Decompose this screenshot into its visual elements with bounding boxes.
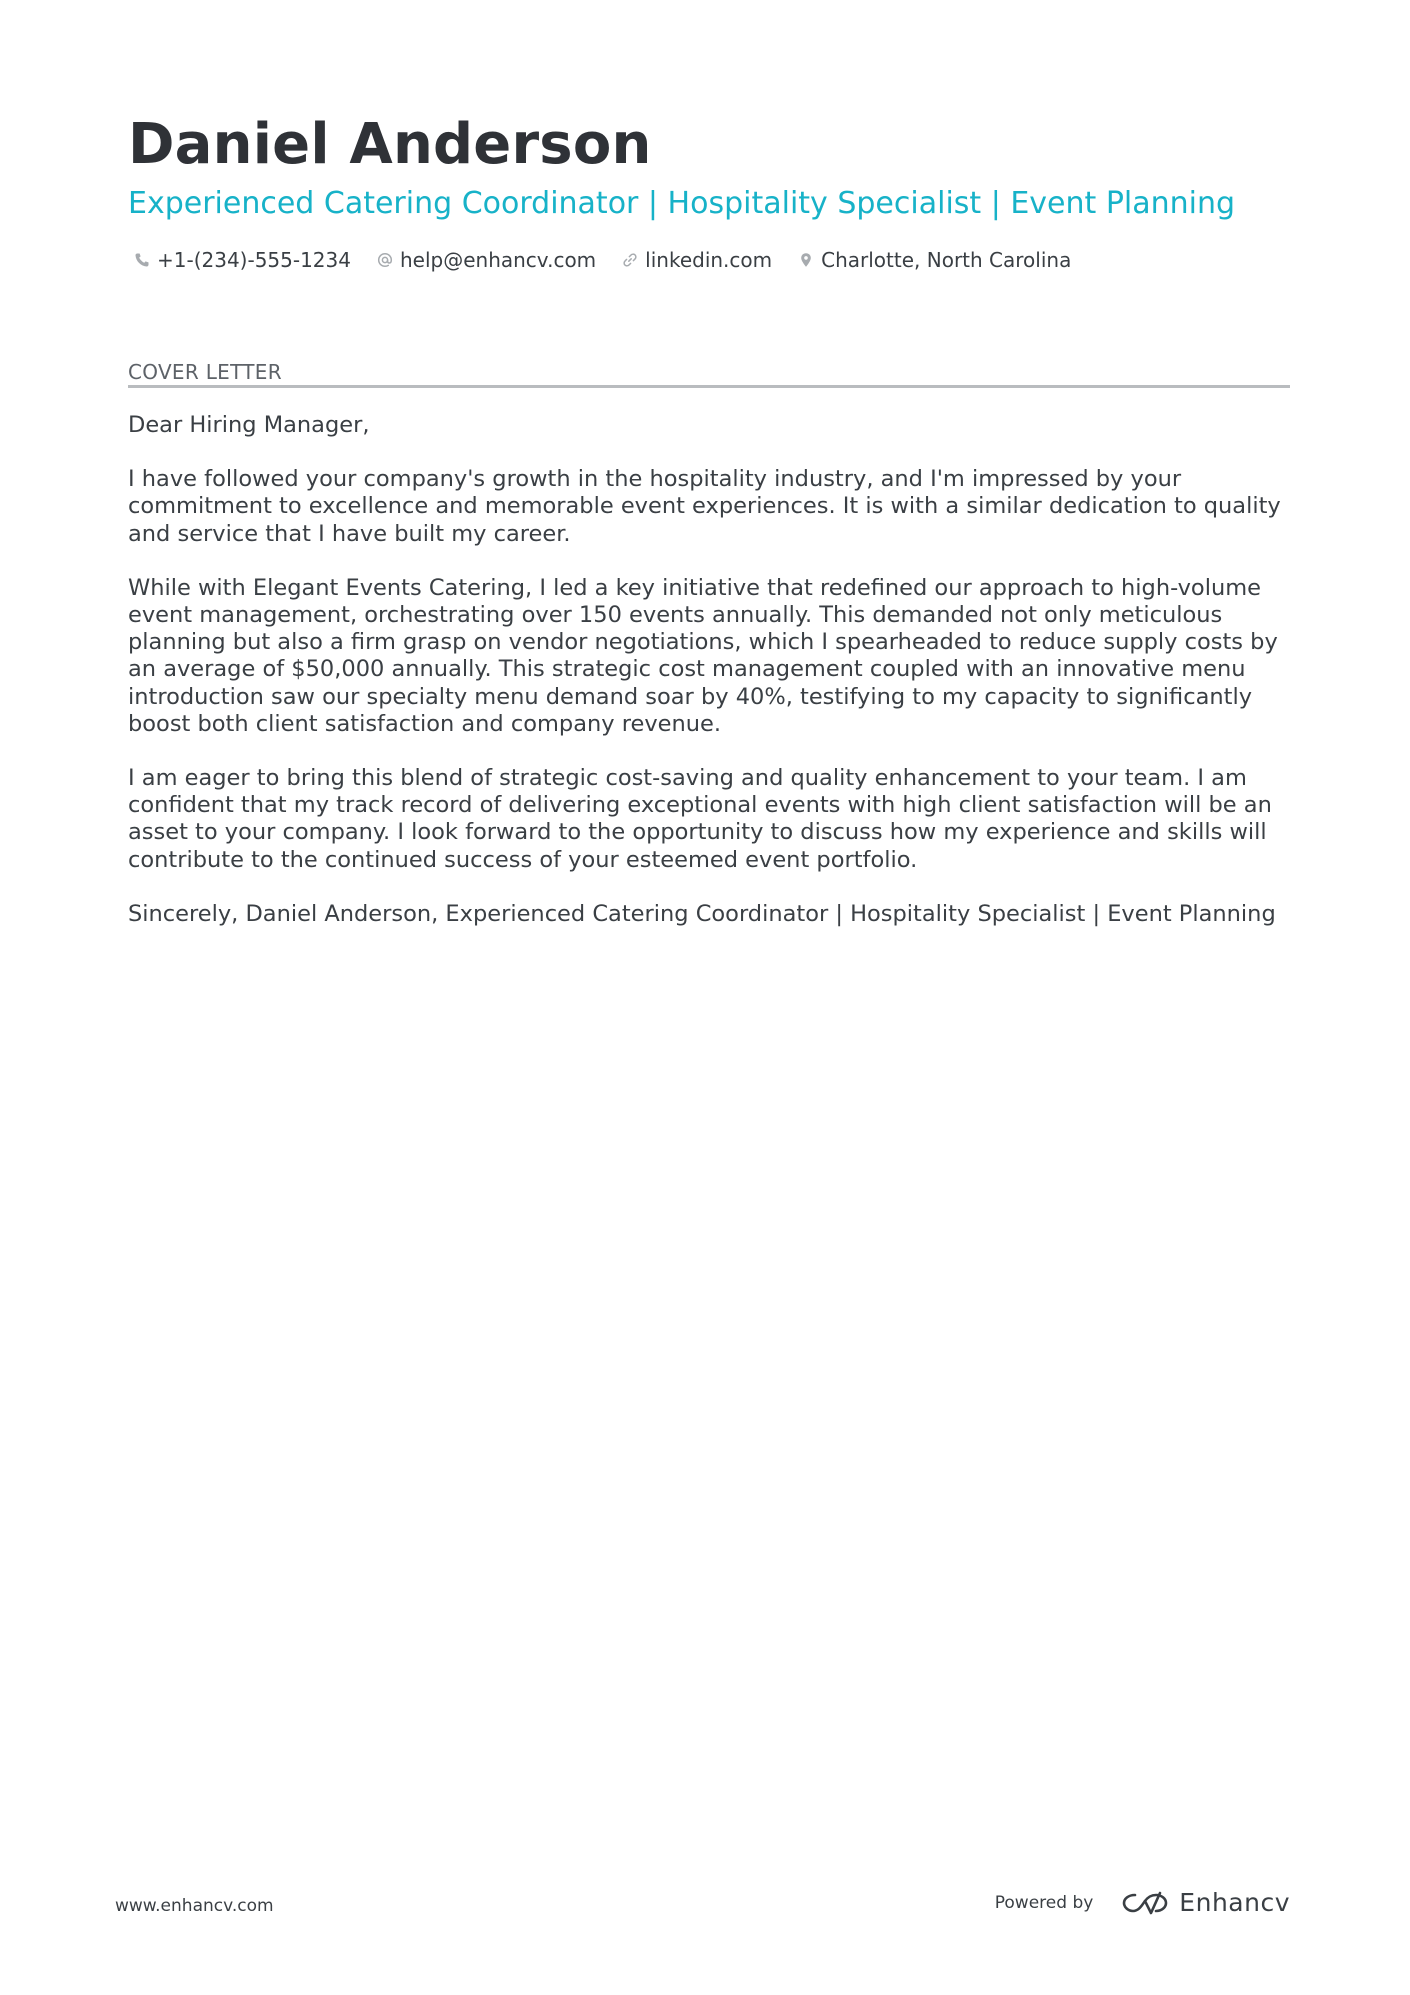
section-title-cover-letter: COVER LETTER	[128, 360, 282, 384]
contact-phone-text: +1-(234)-555-1234	[157, 248, 351, 272]
letter-greeting: Dear Hiring Manager,	[128, 412, 370, 438]
section-divider	[128, 385, 1290, 388]
contact-location-text: Charlotte, North Carolina	[821, 248, 1072, 272]
letter-paragraph-1: I have followed your company's growth in the hospitality industry, and I'm impressed by your commitment to excellence and memorable event experiences. It is with a similar dedication to quality and service that I have built my career.	[128, 466, 1281, 547]
phone-icon	[134, 252, 150, 268]
letter-paragraph-2: While with Elegant Events Catering, I led a key initiative that redefined our approach to high-volume event management, orchestrating over 150 events annually. This demanded not only meticulous planning but also a firm grasp on vendor negotiations, which I spearheaded to reduce supply costs by an average of $50,000 annually. This strategic cost management coupled with an innovative menu introduction saw our specialty menu demand soar by 40%, testifying to my capacity to significantly boost both client satisfaction and company revenue.	[128, 574, 1278, 737]
contact-bar	[134, 248, 1097, 272]
footer-branding[interactable]	[995, 1888, 1290, 1917]
powered-by-label: Powered by	[994, 1892, 1094, 1913]
contact-email[interactable]	[377, 248, 596, 272]
footer-website-link[interactable]: www.enhancv.com	[115, 1896, 274, 1916]
letter-paragraph-3: I am eager to bring this blend of strategic cost-saving and quality enhancement to your team. I am confident that my track record of delivering exceptional events with high client satisfaction will be an asset to your company. I look forward to the opportunity to discuss how my experience and skills will contribute to the continued success of your esteemed event portfolio.	[128, 765, 1272, 873]
link-icon	[622, 252, 638, 268]
contact-email-text: help@enhancv.com	[399, 248, 597, 272]
contact-linkedin-text: linkedin.com	[645, 248, 773, 272]
at-icon	[377, 252, 393, 268]
letter-body	[128, 412, 1298, 955]
enhancv-logo-icon	[1121, 1889, 1169, 1917]
contact-linkedin[interactable]	[622, 248, 772, 272]
contact-location	[798, 248, 1071, 272]
location-pin-icon	[798, 252, 814, 268]
letter-closing: Sincerely, Daniel Anderson, Experienced Catering Coordinator | Hospitality Specialist | Event Planning	[128, 900, 1276, 927]
applicant-name: Daniel Anderson	[128, 112, 652, 177]
enhancv-brand-name: Enhancv	[1179, 1888, 1290, 1917]
contact-phone[interactable]	[134, 248, 351, 272]
applicant-headline: Experienced Catering Coordinator | Hospitality Specialist | Event Planning	[128, 186, 1236, 221]
